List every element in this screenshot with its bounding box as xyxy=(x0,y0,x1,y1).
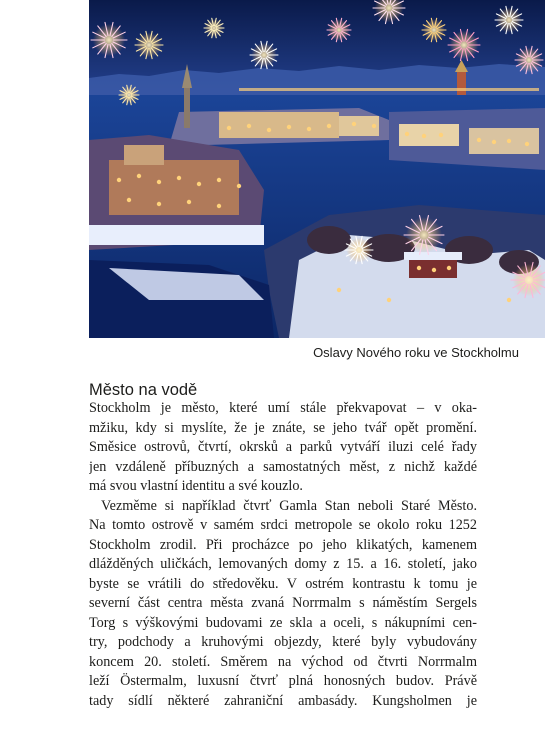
city-light xyxy=(127,198,131,202)
photo-illustration xyxy=(89,0,545,338)
city-light xyxy=(287,125,291,129)
city-light xyxy=(477,138,481,142)
city-light xyxy=(307,127,311,131)
paragraph xyxy=(89,399,477,497)
city-light xyxy=(417,266,421,270)
city-light xyxy=(157,180,161,184)
snowy-quay xyxy=(89,225,264,245)
text-line: try, podchody a kruhovými objezdy, které byly vybudovány xyxy=(89,634,477,650)
city-light xyxy=(447,266,451,270)
body-text xyxy=(89,399,477,711)
paragraph xyxy=(89,497,477,712)
old-town-roof xyxy=(124,145,164,165)
text-line: leží Östermalm, luxusní čtvrť plná honosných budov. Právě xyxy=(89,673,477,689)
city-light xyxy=(352,122,356,126)
text-line: jen vzdáleně příbuzných a samostatných měst, z nichž každé xyxy=(89,458,477,475)
text-line: Na tomto ostrově v samém srdci metropole se okolo roku 1252 xyxy=(89,517,477,533)
city-light xyxy=(247,124,251,128)
city-light xyxy=(432,268,436,272)
text-line: mžiku, kdy si myslíte, že je znáte, se jeho tvář opět promění. xyxy=(89,419,477,436)
city-light xyxy=(507,139,511,143)
text-line: koncem 20. století. Směrem na východ od čtvrti Norrmalm xyxy=(89,653,477,670)
city-light xyxy=(117,178,121,182)
city-light xyxy=(327,124,331,128)
city-light xyxy=(157,202,161,206)
text-line: Stockholm je město, které umí stále překvapovat – v oka- xyxy=(89,400,477,416)
villa-roof-snow xyxy=(404,252,462,260)
text-line: byste se vrátili do středověku. V ostrém kontrastu k tomu je xyxy=(89,575,477,592)
section-heading: Město na vodě xyxy=(89,381,198,399)
city-light xyxy=(405,132,409,136)
city-light xyxy=(507,298,511,302)
city-light xyxy=(177,176,181,180)
royal-palace xyxy=(219,112,339,138)
city-light xyxy=(525,142,529,146)
text-line: dlážděných uličkách, lemovaných domy z 15. a 16. století, jako xyxy=(89,556,477,572)
city-light xyxy=(267,128,271,132)
stockholm-night-photo xyxy=(89,0,545,338)
city-light xyxy=(422,134,426,138)
city-light xyxy=(137,174,141,178)
city-light xyxy=(227,126,231,130)
church-spire xyxy=(184,88,190,128)
city-light xyxy=(197,182,201,186)
bridge xyxy=(239,88,539,91)
text-line: severní část centra města zvaná Norrmalm s náměstím Sergels xyxy=(89,595,477,611)
text-line: Stockholm zrodil. Při procházce po jeho klikatých, kamenem xyxy=(89,536,477,553)
city-light xyxy=(337,288,341,292)
text-line: Směsice ostrovů, čtvrtí, okrsků a parků vytváří iluzi celé řady xyxy=(89,439,477,455)
text-line: má svou vlastní identitu a své kouzlo. xyxy=(89,478,303,494)
city-light xyxy=(387,298,391,302)
city-light xyxy=(217,178,221,182)
city-light xyxy=(439,133,443,137)
city-light xyxy=(237,184,241,188)
text-line: Torg s výškovými budovami ze skla a oceli, s nákupními cen- xyxy=(89,614,477,631)
text-line: Vezměme si například čtvrť Gamla Stan neboli Staré Město. xyxy=(101,497,477,514)
city-light xyxy=(372,124,376,128)
city-light xyxy=(187,200,191,204)
city-light xyxy=(217,204,221,208)
text-line: tady sídlí některé zahraniční ambasády. Kungsholmen je xyxy=(89,692,477,709)
city-light xyxy=(492,140,496,144)
photo-caption: Oslavy Nového roku ve Stockholmu xyxy=(313,345,519,360)
